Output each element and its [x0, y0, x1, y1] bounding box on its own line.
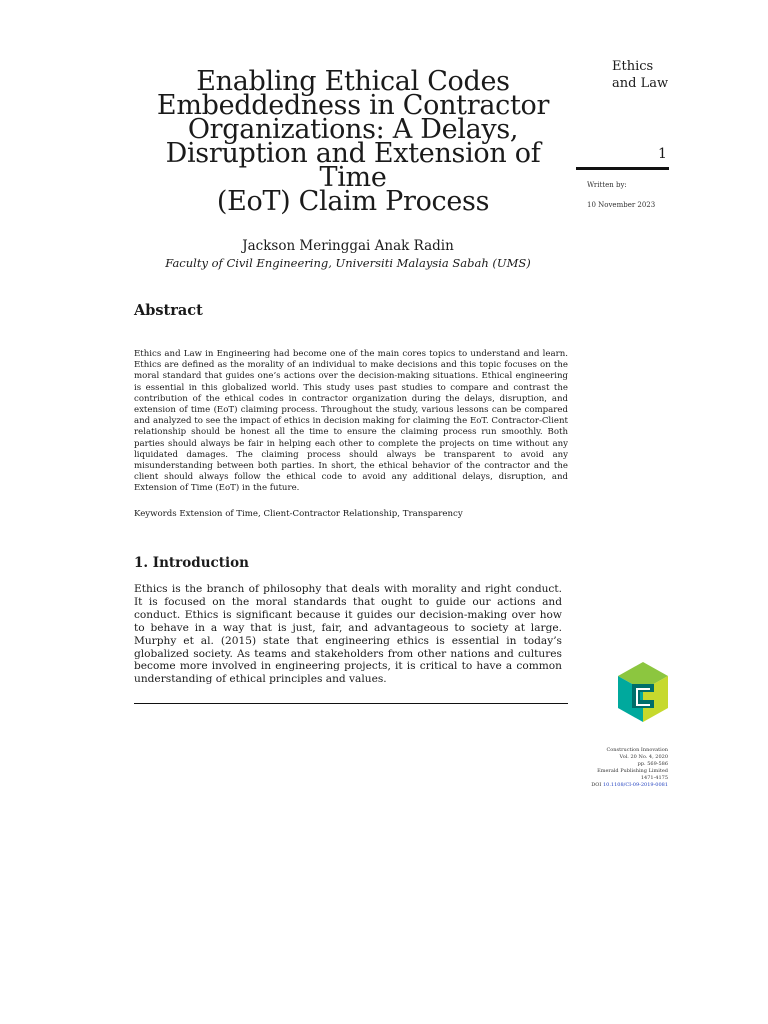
- title-line: Embeddedness in Contractor: [156, 90, 550, 121]
- introduction-body: Ethics is the branch of philosophy that deals with morality and right conduct. It is focused on the moral standards that ought to guide our actions and conduct. Ethics is significant because it guides our decision-making over how to behave in a way that is just, fair, and advantageous to society at large. Murphy et al. (2015) state that engineering ethics is essential in today’s globalized society. As teams and stakeholders from other nations and cultures become more involved in engineering projects, it is critical to have a common understanding of ethical principles and values.: [134, 583, 562, 686]
- content-divider: [134, 703, 568, 704]
- journal-name: Construction Innovation: [606, 747, 668, 753]
- keywords: Keywords Extension of Time, Client-Contractor Relationship, Transparency: [134, 509, 463, 519]
- publication-date: 10 November 2023: [587, 201, 656, 209]
- author-affiliation: Faculty of Civil Engineering, Universiti Malaysia Sabah (UMS): [165, 256, 531, 270]
- author-name: Jackson Meringgai Anak Radin: [242, 238, 454, 254]
- doi-link[interactable]: 10.1108/CI-09-2019-0081: [602, 782, 668, 788]
- journal-volume: Vol. 20 No. 4, 2020: [619, 754, 668, 760]
- journal-publisher: Emerald Publishing Limited: [597, 768, 668, 774]
- abstract-body: Ethics and Law in Engineering had become one of the main cores topics to understand and learn. Ethics are defined as the morality of an individual to make decisions and this topic focuses on the moral standard that guides one’s actions over the decision-making situations. Ethical engineering is essential in this globalized world. This study uses past studies to compare and contrast the contribution of the ethical codes in contractor organization during the delays, disruption, and extension of time (EoT) claiming process. Throughout the study, various lessons can be compared and analyzed to see the impact of ethics in decision making for claiming the EoT. Contractor-Client relationship should be honest all the time to ensure the claiming process run smoothly. Both parties should always be fair in helping each other to complete the projects on time without any liquidated damages. The claiming process should always be transparent to avoid any misunderstanding between both parties. In short, the ethical behavior of the contractor and the client should always follow the ethical code to avoid any additional delays, disruption, and Extension of Time (EoT) in the future.: [134, 349, 568, 494]
- journal-doi: [560, 782, 668, 789]
- journal-pages: pp. 569-586: [637, 761, 668, 767]
- section-label-line: Ethics: [612, 59, 654, 74]
- introduction-heading: 1. Introduction: [134, 555, 249, 571]
- title-line: Enabling Ethical Codes: [196, 66, 510, 97]
- journal-issn: 1471-4175: [640, 775, 668, 781]
- journal-info: [560, 747, 668, 789]
- title-line: Disruption and Extension of Time: [165, 138, 541, 193]
- section-label-line: and Law: [612, 76, 669, 91]
- doi-label: DOI: [591, 782, 602, 788]
- paper-title: [130, 66, 576, 217]
- title-line: (EoT) Claim Process: [216, 186, 490, 217]
- side-divider: [576, 167, 669, 170]
- abstract-heading: Abstract: [134, 302, 203, 319]
- written-by-label: Written by:: [587, 181, 627, 189]
- title-line: Organizations: A Delays,: [187, 114, 519, 145]
- emerald-cube-logo-icon: [618, 662, 668, 722]
- page-number: 1: [658, 146, 667, 162]
- section-label: [612, 58, 668, 92]
